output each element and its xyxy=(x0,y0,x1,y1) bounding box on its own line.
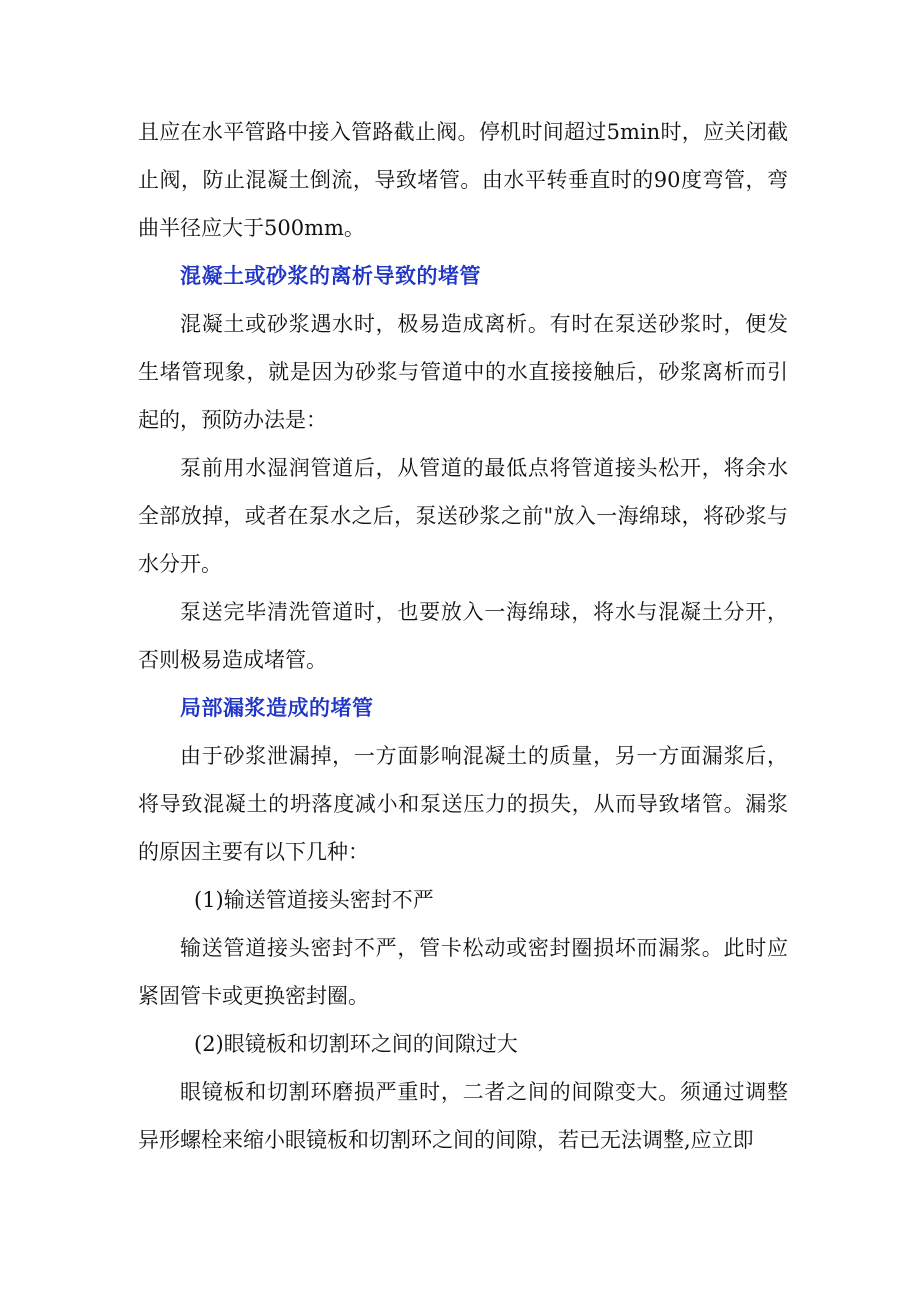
paragraph: 泵送完毕清洗管道时，也要放入一海绵球，将水与混凝土分开，否则极易造成堵管。 xyxy=(138,600,788,672)
section-heading-leakage: 局部漏浆造成的堵管 xyxy=(180,696,374,720)
paragraph: 混凝土或砂浆遇水时，极易造成离析。有时在泵送砂浆时，便发生堵管现象，就是因为砂浆与管道中的水直接接触后，砂浆离析而引起的，预防办法是： xyxy=(138,312,788,432)
section-heading-segregation: 混凝土或砂浆的离析导致的堵管 xyxy=(180,264,481,288)
subheading-joint-seal: (1)输送管道接头密封不严 xyxy=(194,888,434,912)
paragraph: 由于砂浆泄漏掉，一方面影响混凝土的质量，另一方面漏浆后，将导致混凝土的坍落度减小和泵送压力的损失，从而导致堵管。漏浆的原因主要有以下几种： xyxy=(138,744,788,864)
paragraph-continuation: 且应在水平管路中接入管路截止阀。停机时间超过5min时，应关闭截止阀，防止混凝土倒流，导致堵管。由水平转垂直时的90度弯管，弯曲半径应大于500mm。 xyxy=(138,120,788,240)
subheading-plate-gap: (2)眼镜板和切割环之间的间隙过大 xyxy=(194,1032,518,1056)
document-body xyxy=(138,108,788,1164)
paragraph: 输送管道接头密封不严，管卡松动或密封圈损坏而漏浆。此时应紧固管卡或更换密封圈。 xyxy=(138,936,788,1008)
paragraph: 泵前用水湿润管道后，从管道的最低点将管道接头松开，将余水全部放掉，或者在泵水之后，泵送砂浆之前"放入一海绵球，将砂浆与水分开。 xyxy=(138,456,788,576)
paragraph: 眼镜板和切割环磨损严重时，二者之间的间隙变大。须通过调整异形螺栓来缩小眼镜板和切割环之间的间隙，若已无法调整,应立即 xyxy=(138,1080,788,1152)
